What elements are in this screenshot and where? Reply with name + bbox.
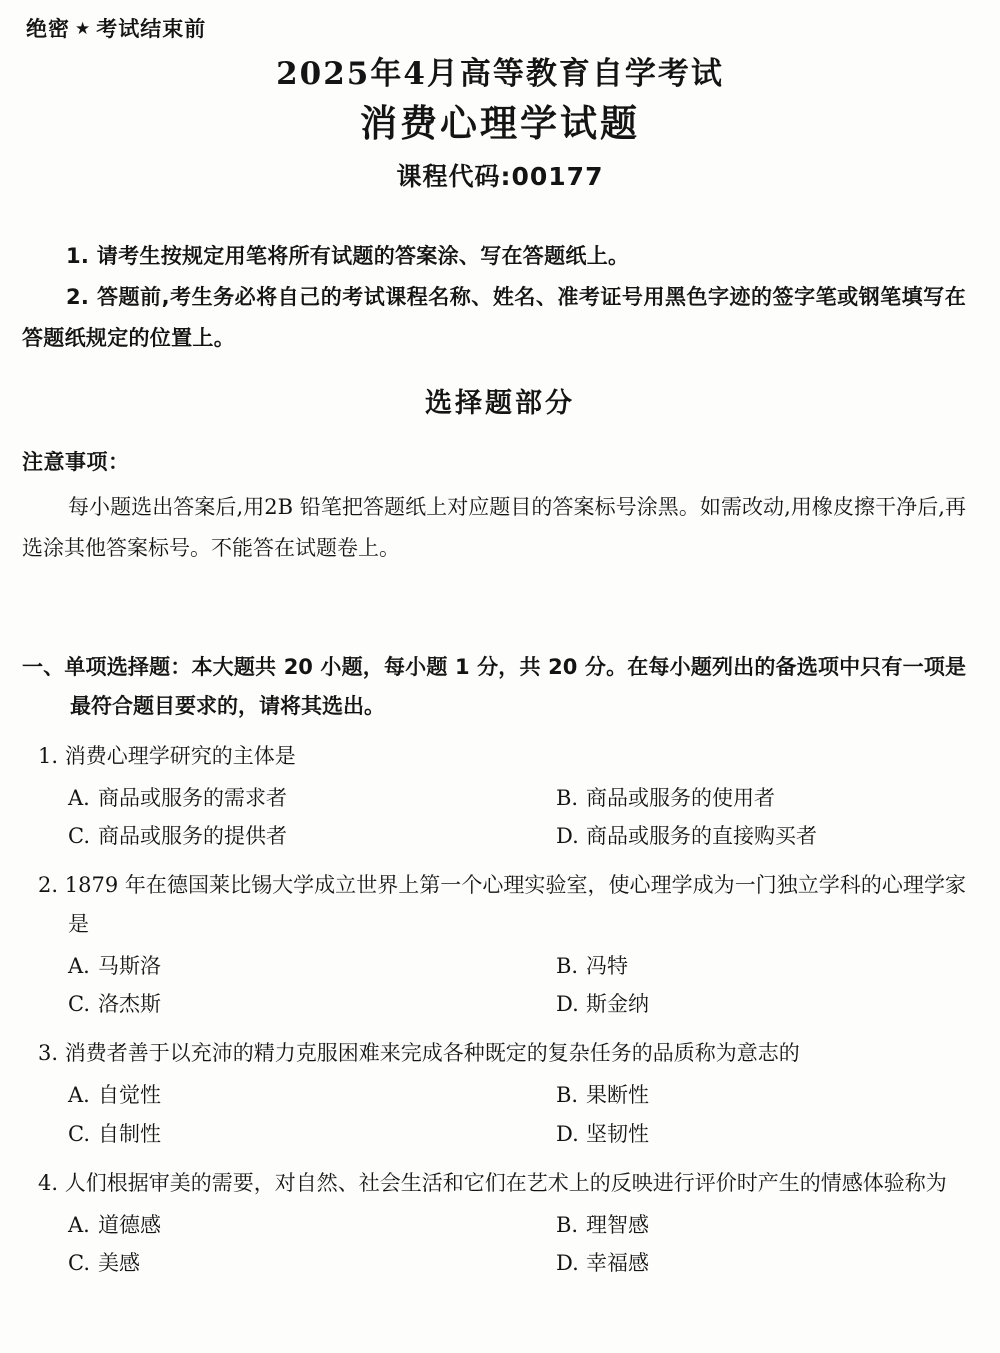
option-letter: B. xyxy=(556,1213,579,1238)
option-letter: B. xyxy=(556,785,579,810)
option-text: 自觉性 xyxy=(98,1083,161,1108)
option-a[interactable] xyxy=(68,1206,556,1244)
option-letter: D. xyxy=(556,1251,579,1276)
notice-body: 每小题选出答案后,用2B 铅笔把答题纸上对应题目的答案标号涂黑。如需改动,用橡皮擦干净后,再选涂其他答案标号。不能答在试题卷上。 xyxy=(22,495,966,560)
option-b[interactable] xyxy=(556,779,1000,817)
question-item xyxy=(22,737,966,856)
question-text: 1879 年在德国莱比锡大学成立世界上第一个心理实验室，使心理学成为一门独立学科的心理学家是 xyxy=(64,873,966,936)
option-row xyxy=(22,1076,966,1114)
question-text: 人们根据审美的需要，对自然、社会生活和它们在艺术上的反映进行评价时产生的情感体验称为 xyxy=(64,1170,947,1195)
group-heading: 一、单项选择题：本大题共 20 小题，每小题 1 分，共 20 分。在每小题列出的备选项中只有一项是最符合题目要求的，请将其选出。 xyxy=(22,655,966,718)
option-letter: C. xyxy=(68,1251,90,1276)
question-text: 消费者善于以充沛的精力克服困难来完成各种既定的复杂任务的品质称为意志的 xyxy=(64,1041,800,1066)
option-letter: C. xyxy=(68,1121,90,1146)
option-text: 商品或服务的需求者 xyxy=(98,785,287,810)
candidate-instructions xyxy=(22,236,966,359)
option-a[interactable] xyxy=(68,947,556,985)
question-stem xyxy=(22,1164,966,1202)
option-text: 商品或服务的提供者 xyxy=(98,824,287,849)
option-row xyxy=(22,779,966,817)
question-item xyxy=(22,1164,966,1283)
option-d[interactable] xyxy=(556,1244,1000,1282)
instruction-item: 1. 请考生按规定用笔将所有试题的答案涂、写在答题纸上。 xyxy=(66,244,630,268)
exam-title: 2025年4月高等教育自学考试 xyxy=(276,56,724,92)
security-classification-line xyxy=(26,13,206,43)
option-c[interactable] xyxy=(68,1244,556,1282)
option-list xyxy=(22,1206,966,1282)
security-note: 考试结束前 xyxy=(96,17,207,41)
option-letter: A. xyxy=(68,785,90,810)
question-stem xyxy=(22,1034,966,1072)
option-text: 斯金纳 xyxy=(586,992,649,1016)
option-c[interactable] xyxy=(68,1115,556,1153)
option-text: 自制性 xyxy=(98,1121,161,1146)
option-row xyxy=(22,947,966,985)
option-row xyxy=(22,1206,966,1244)
option-text: 坚韧性 xyxy=(586,1121,649,1146)
option-letter: B. xyxy=(556,1083,579,1108)
notice-label: 注意事项： xyxy=(22,450,130,474)
question-stem xyxy=(22,866,966,942)
option-letter: C. xyxy=(68,992,90,1016)
option-text: 商品或服务的使用者 xyxy=(586,785,775,810)
option-text: 美感 xyxy=(98,1251,140,1276)
option-text: 果断性 xyxy=(586,1083,649,1108)
section-heading: 选择题部分 xyxy=(425,388,575,419)
option-letter: D. xyxy=(556,824,579,849)
option-list xyxy=(22,779,966,855)
option-b[interactable] xyxy=(556,1076,1000,1114)
option-text: 商品或服务的直接购买者 xyxy=(586,824,817,849)
instruction-item: 2. 答题前,考生务必将自己的考试课程名称、姓名、准考证号用黑色字迹的签字笔或钢笔填写在答题纸规定的位置上。 xyxy=(22,284,966,350)
option-b[interactable] xyxy=(556,947,1000,985)
option-text: 理智感 xyxy=(586,1213,649,1238)
notice-block xyxy=(22,446,966,569)
option-text: 冯特 xyxy=(586,953,628,978)
option-text: 洛杰斯 xyxy=(98,992,161,1016)
option-a[interactable] xyxy=(68,1076,556,1114)
option-letter: D. xyxy=(556,1121,579,1146)
option-row xyxy=(22,1244,966,1282)
option-list xyxy=(22,1076,966,1152)
question-number: 2. xyxy=(38,873,59,898)
question-stem xyxy=(22,737,966,775)
option-row xyxy=(22,985,966,1023)
option-letter: A. xyxy=(68,1213,90,1238)
option-d[interactable] xyxy=(556,1115,1000,1153)
option-letter: D. xyxy=(556,992,579,1016)
option-a[interactable] xyxy=(68,779,556,817)
option-letter: C. xyxy=(68,824,90,849)
course-code: 课程代码:00177 xyxy=(396,161,604,191)
option-d[interactable] xyxy=(556,817,1000,855)
question-number: 1. xyxy=(38,743,59,768)
option-row xyxy=(22,817,966,855)
option-b[interactable] xyxy=(556,1206,1000,1244)
option-c[interactable] xyxy=(68,985,556,1023)
option-c[interactable] xyxy=(68,817,556,855)
title-block xyxy=(0,55,1000,193)
question-number: 4. xyxy=(38,1170,59,1195)
question-group-one xyxy=(22,648,966,1283)
option-list xyxy=(22,947,966,1023)
option-text: 幸福感 xyxy=(586,1251,649,1276)
question-number: 3. xyxy=(38,1041,59,1066)
option-row xyxy=(22,1115,966,1153)
question-text: 消费心理学研究的主体是 xyxy=(64,743,296,768)
star-icon: ★ xyxy=(75,19,92,39)
paper-title: 消费心理学试题 xyxy=(360,101,640,145)
question-item xyxy=(22,1034,966,1153)
option-text: 马斯洛 xyxy=(98,953,161,978)
option-letter: A. xyxy=(68,1083,90,1108)
security-label: 绝密 xyxy=(26,17,70,41)
option-letter: B. xyxy=(556,953,579,978)
option-text: 道德感 xyxy=(98,1213,161,1238)
option-letter: A. xyxy=(68,953,90,978)
option-d[interactable] xyxy=(556,985,1000,1023)
question-item xyxy=(22,866,966,1023)
